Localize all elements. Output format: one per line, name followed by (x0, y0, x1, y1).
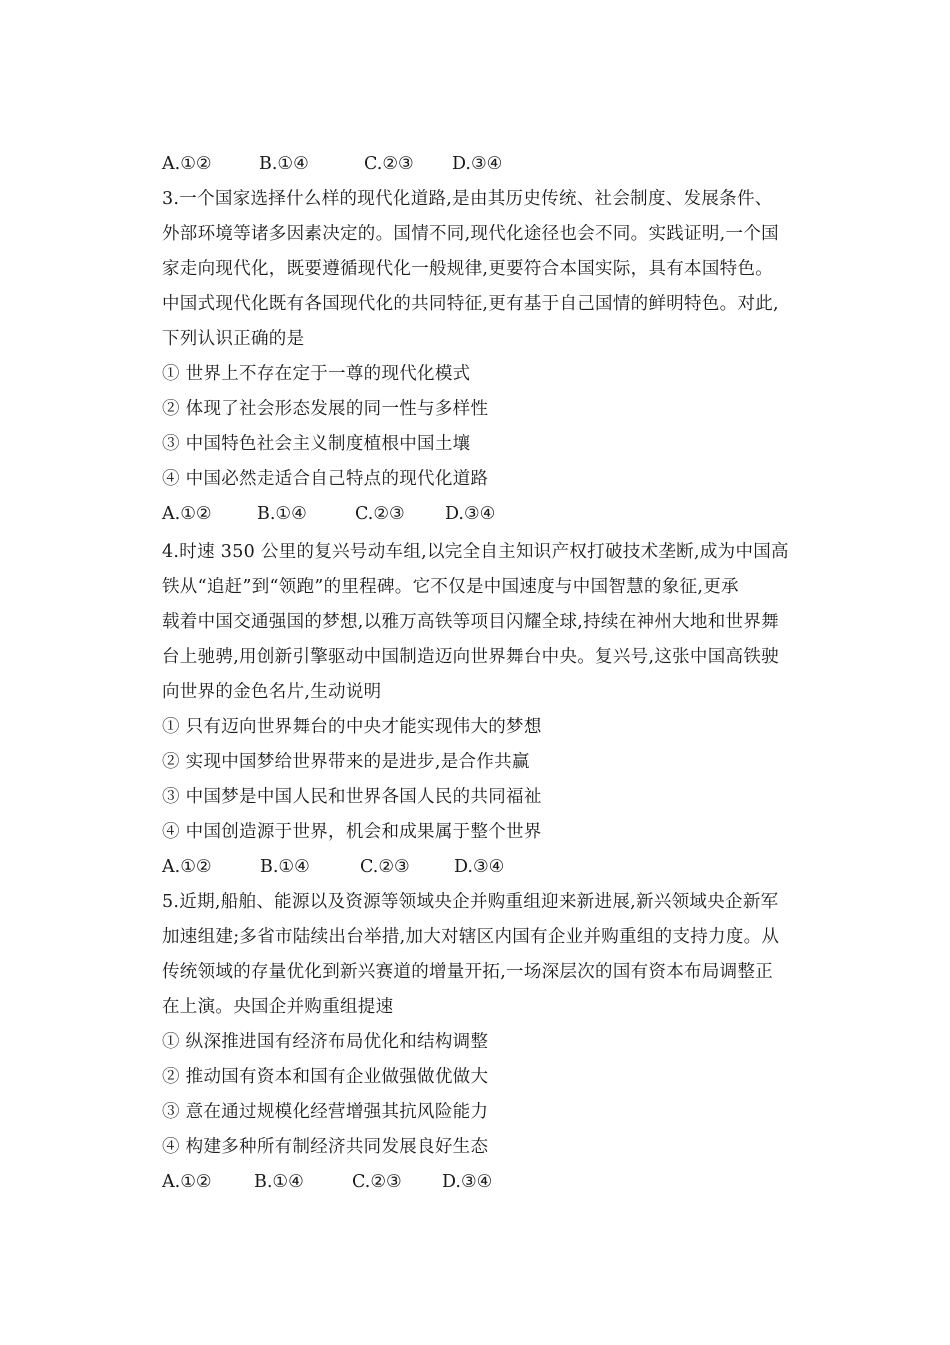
q5-statement-4: ④ 构建多种所有制经济共同发展良好生态 (162, 1137, 489, 1157)
q5-stem-line: 加速组建;多省市陆续出台举措,加大对辖区内国有企业并购重组的支持力度。从 (162, 927, 780, 947)
q5-statement-1: ① 纵深推进国有经济布局优化和结构调整 (162, 1032, 489, 1052)
q3-stem-line: 下列认识正确的是 (162, 329, 305, 349)
option-a: A.①② (162, 857, 212, 877)
q5-stem-line: 传统领域的存量优化到新兴赛道的增量开拓,一场深层次的国有资本布局调整正 (162, 962, 774, 982)
q5-statement-3: ③ 意在通过规模化经营增强其抗风险能力 (162, 1102, 489, 1122)
option-d: D.③④ (445, 504, 496, 524)
option-d: D.③④ (442, 1172, 493, 1192)
q4-stem-line: 向世界的金色名片,生动说明 (162, 682, 382, 702)
q3-statement-1: ① 世界上不存在定于一尊的现代化模式 (162, 364, 471, 384)
q4-stem-line: 载着中国交通强国的梦想,以雅万高铁等项目闪耀全球,持续在神州大地和世界舞 (162, 612, 779, 632)
option-b: B.①④ (260, 857, 310, 877)
q3-stem-line: 外部环境等诸多因素决定的。国情不同,现代化途径也会不同。实践证明,一个国 (162, 224, 779, 244)
q5-statement-2: ② 推动国有资本和国有企业做强做优做大 (162, 1067, 489, 1087)
q5-stem-line: 5.近期,船舶、能源以及资源等领域央企并购重组迎来新进展,新兴领域央企新军 (162, 892, 779, 912)
option-c: C.②③ (352, 1172, 402, 1192)
q3-stem-line: 中国式现代化既有各国现代化的共同特征,更有基于自己国情的鲜明特色。对此, (162, 294, 779, 314)
q3-statement-4: ④ 中国必然走适合自己特点的现代化道路 (162, 469, 489, 489)
option-b: B.①④ (259, 154, 309, 174)
q4-statement-1: ① 只有迈向世界舞台的中央才能实现伟大的梦想 (162, 717, 542, 737)
option-a: A.①② (162, 154, 212, 174)
q5-stem-line: 在上演。央国企并购重组提速 (162, 997, 394, 1017)
option-c: C.②③ (360, 857, 410, 877)
q4-statement-3: ③ 中国梦是中国人民和世界各国人民的共同福祉 (162, 787, 542, 807)
option-d: D.③④ (454, 857, 505, 877)
option-d: D.③④ (452, 154, 503, 174)
option-c: C.②③ (364, 154, 414, 174)
option-a: A.①② (162, 1172, 212, 1192)
q4-stem-line: 铁从“追赶”到“领跑”的里程碑。它不仅是中国速度与中国智慧的象征,更承 (162, 577, 739, 597)
option-a: A.①② (162, 504, 212, 524)
option-b: B.①④ (257, 504, 307, 524)
q4-stem-line: 台上驰骋,用创新引擎驱动中国制造迈向世界舞台中央。复兴号,这张中国高铁驶 (162, 647, 779, 667)
q3-statement-2: ② 体现了社会形态发展的同一性与多样性 (162, 399, 489, 419)
q4-statement-4: ④ 中国创造源于世界，机会和成果属于整个世界 (162, 822, 542, 842)
q3-stem-line: 3.一个国家选择什么样的现代化道路,是由其历史传统、社会制度、发展条件、 (162, 189, 773, 209)
q4-stem-line: 4.时速 350 公里的复兴号动车组,以完全自主知识产权打破技术垄断,成为中国高 (162, 542, 789, 562)
q3-statement-3: ③ 中国特色社会主义制度植根中国土壤 (162, 434, 471, 454)
option-c: C.②③ (355, 504, 405, 524)
option-b: B.①④ (254, 1172, 304, 1192)
q4-statement-2: ② 实现中国梦给世界带来的是进步,是合作共赢 (162, 752, 530, 772)
q3-stem-line: 家走向现代化，既要遵循现代化一般规律,更要符合本国实际，具有本国特色。 (162, 259, 774, 279)
